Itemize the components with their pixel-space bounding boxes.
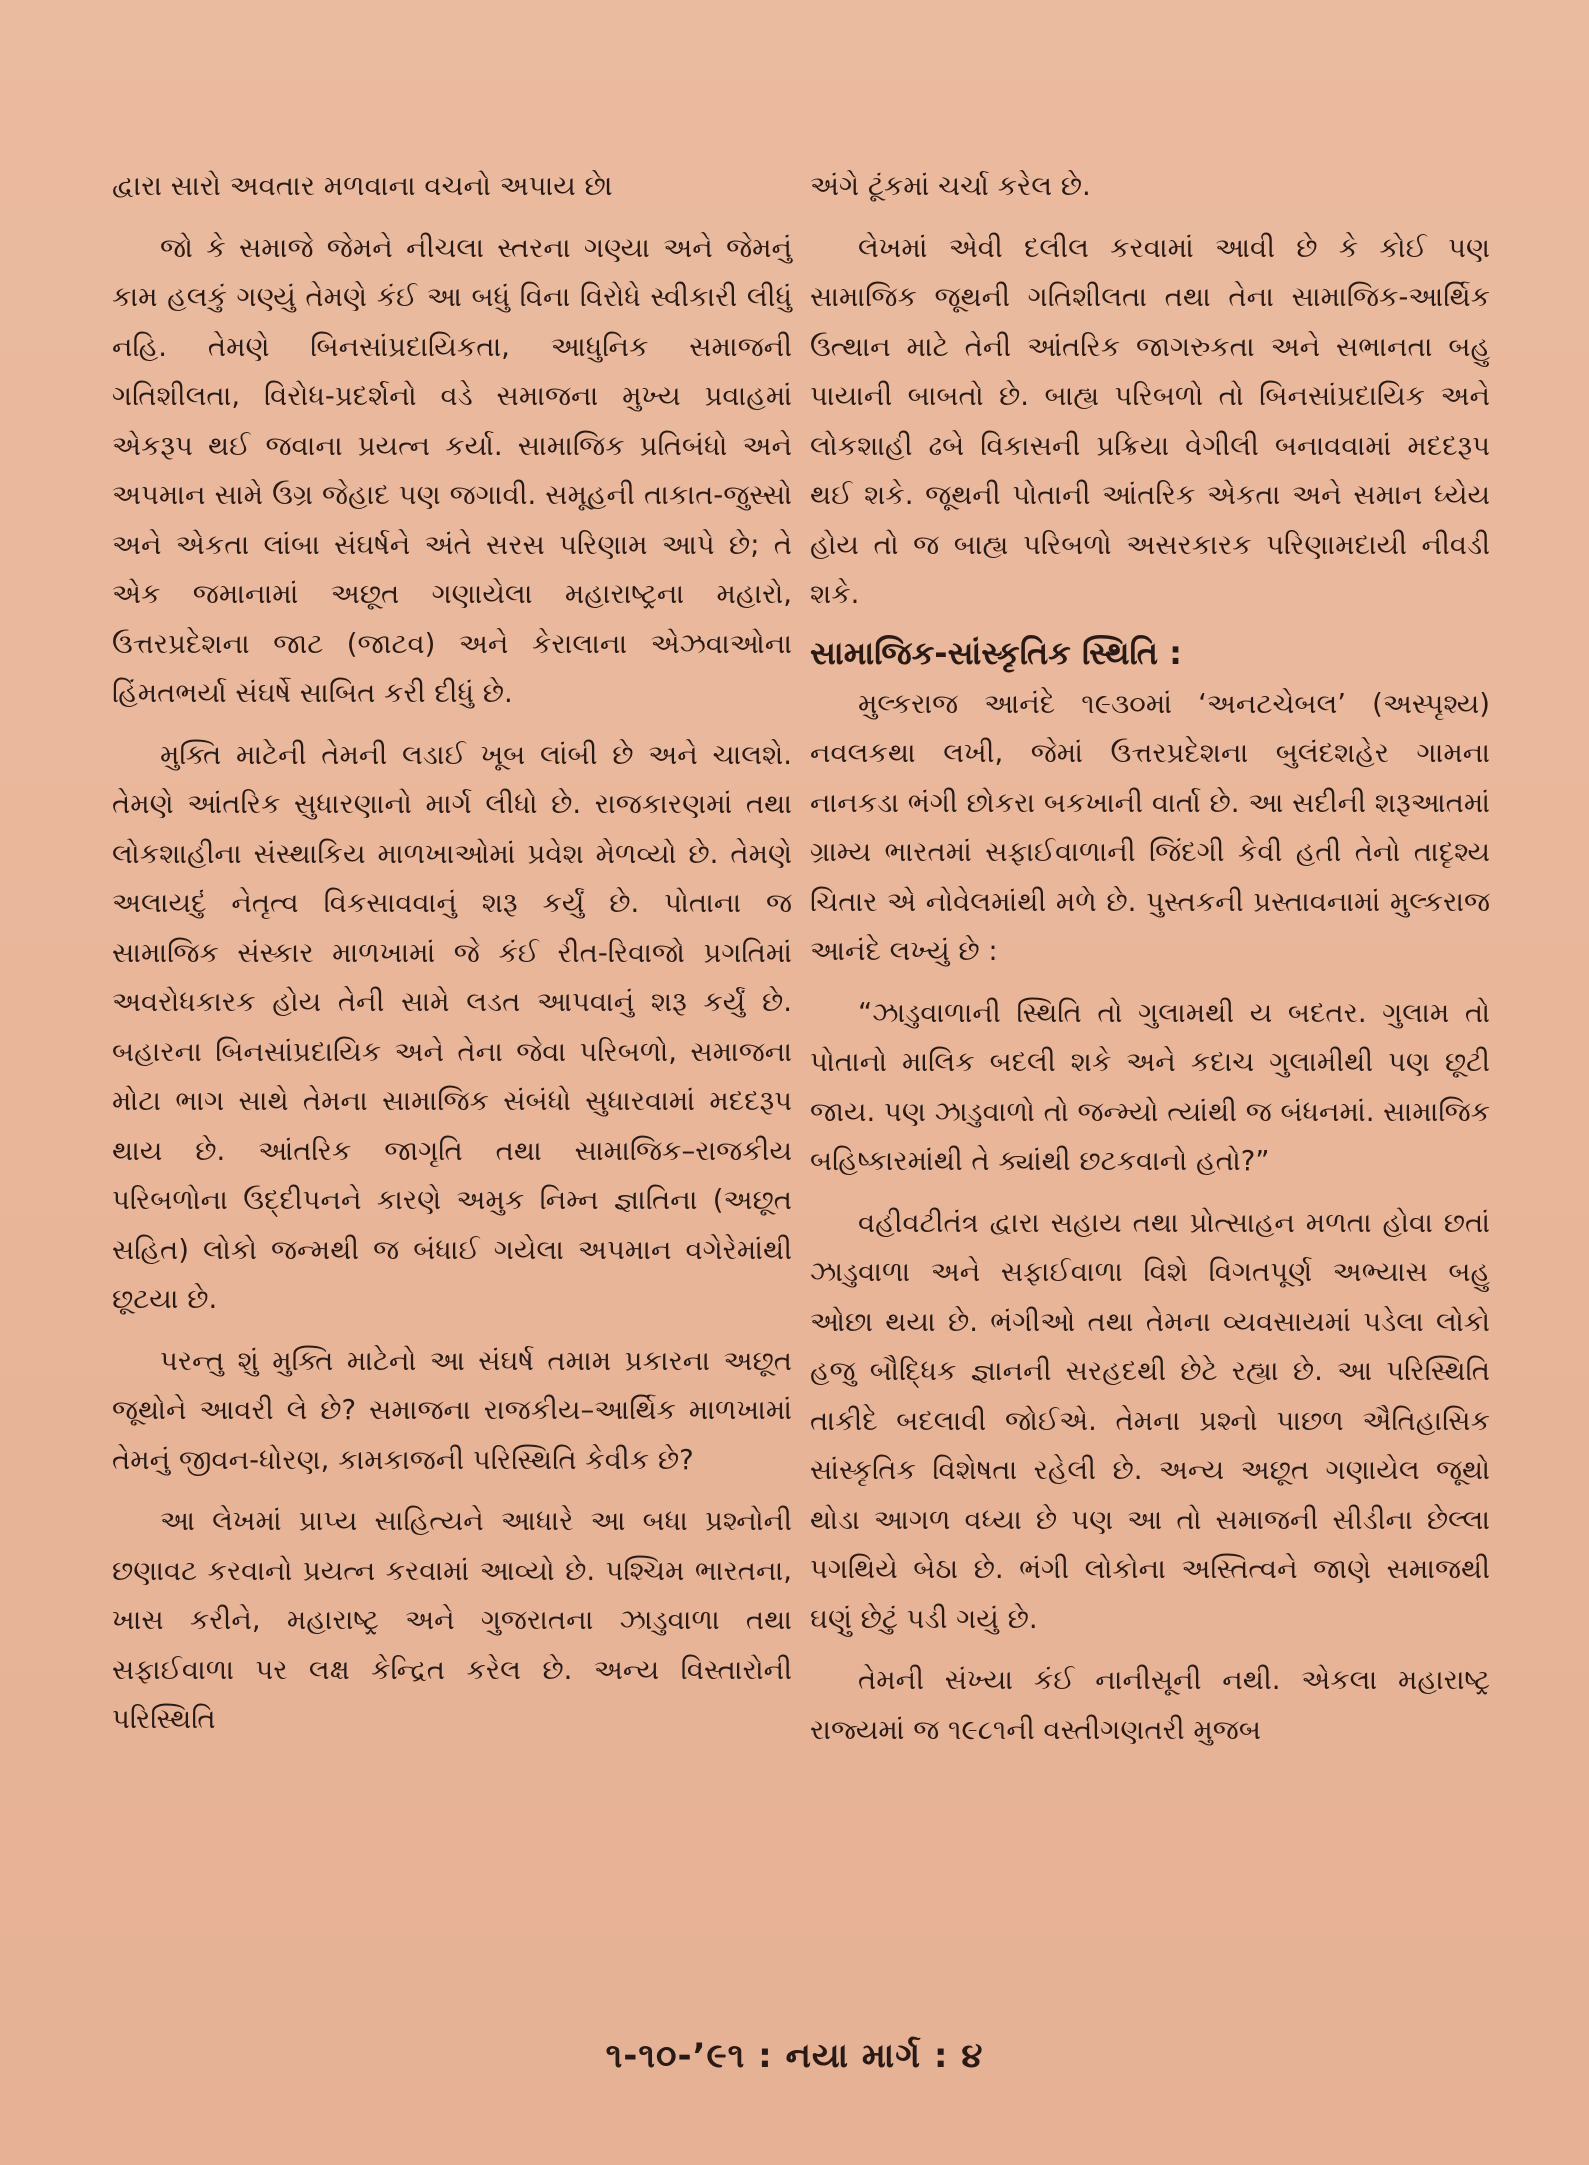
- right-column: [810, 162, 1490, 1755]
- page-footer: ૧-૧૦-’૯૧ : નયા માર્ગ : ૪: [605, 2036, 984, 2076]
- quoted-passage: “ઝાડુવાળાની સ્થિતિ તો ગુલામથી ય બદતર. ગુલામ તો પોતાનો માલિક બદલી શકે અને કદાચ ગુલામીથી પણ છૂટી જાય. પણ ઝાડુવાળો તો જન્મ્યો ત્યાંથી જ બંધનમાં. સામાજિક બહિષ્કારમાંથી તે ક્યાંથી છટકવાનો હતો?”: [810, 996, 1490, 1177]
- left-paragraph-2: જો કે સમાજે જેમને નીચલા સ્તરના ગણ્યા અને જેમનું કામ હલકું ગણ્યું તેમણે કંઈ આ બધું વિના વિરોધે સ્વીકારી લીધું નહિ. તેમણે બિનસાંપ્રદાયિકતા, આધુનિક સમાજની ગતિશીલતા, વિરોધ-પ્રદર્શનો વડે સમાજના મુખ્ય પ્રવાહમાં એકરૂપ થઈ જવાના પ્રયત્ન કર્યા. સામાજિક પ્રતિબંધો અને અપમાન સામે ઉગ્ર જેહાદ પણ જગાવી. સમૂહની તાકાત-જુસ્સો અને એકતા લાંબા સંઘર્ષને અંતે સરસ પરિણામ આપે છે; તે એક જમાનામાં અછૂત ગણાયેલા મહારાષ્ટ્રના મહારો, ઉત્તરપ્રદેશના જાટ (જાટવ) અને કેરાલાના એઝવાઓના હિંમતભર્યા સંઘર્ષે સાબિત કરી દીધું છે.: [112, 231, 792, 709]
- section-heading: સામાજિક-સાંસ્કૃતિક સ્થિતિ :: [810, 633, 1182, 672]
- left-column: [112, 162, 792, 1745]
- left-paragraph-1: દ્વારા સારો અવતાર મળવાના વચનો અપાય છે।: [112, 170, 614, 202]
- left-paragraph-4: પરન્તુ શું મુક્તિ માટેનો આ સંઘર્ષ તમામ પ્રકારના અછૂત જૂથોને આવરી લે છે? સમાજના રાજકીય–આર્થિક માળખામાં તેમનું જીવન-ધોરણ, કામકાજની પરિસ્થિતિ કેવીક છે?: [112, 1344, 792, 1476]
- right-paragraph-4: વહીવટીતંત્ર દ્વારા સહાય તથા પ્રોત્સાહન મળતા હોવા છતાં ઝાડુવાળા અને સફાઈવાળા વિશે વિગતપૂર્ણ અભ્યાસ બહુ ઓછા થયા છે. ભંગીઓ તથા તેમના વ્યવસાયમાં પડેલા લોકો હજુ બૌદ્ધિક જ્ઞાનની સરહદથી છેટે રહ્યા છે. આ પરિસ્થિતિ તાકીદે બદલાવી જોઈએ. તેમના પ્રશ્નો પાછળ ઐતિહાસિક સાંસ્કૃતિક વિશેષતા રહેલી છે. અન્ય અછૂત ગણાયેલ જૂથો થોડા આગળ વધ્યા છે પણ આ તો સમાજની સીડીના છેલ્લા પગથિયે બેઠા છે. ભંગી લોકોના અસ્તિત્વને જાણે સમાજથી ઘણું છેટું પડી ગયું છે.: [810, 1206, 1490, 1635]
- left-paragraph-3: મુક્તિ માટેની તેમની લડાઈ ખૂબ લાંબી છે અને ચાલશે. તેમણે આંતરિક સુધારણાનો માર્ગ લીધો છે. રાજકારણમાં તથા લોકશાહીના સંસ્થાકિય માળખાઓમાં પ્રવેશ મેળવ્યો છે. તેમણે અલાયદું નેતૃત્વ વિકસાવવાનું શરૂ કર્યું છે. પોતાના જ સામાજિક સંસ્કાર માળખામાં જે કંઈ રીત-રિવાજો પ્રગતિમાં અવરોધકારક હોય તેની સામે લડત આપવાનું શરૂ કર્યું છે. બહારના બિનસાંપ્રદાયિક અને તેના જેવા પરિબળો, સમાજના મોટા ભાગ સાથે તેમના સામાજિક સંબંધો સુધારવામાં મદદરૂપ થાય છે. આંતરિક જાગૃતિ તથા સામાજિક–રાજકીય પરિબળોના ઉદ્દીપનને કારણે અમુક નિમ્ન જ્ઞાતિના (અછૂત સહિત) લોકો જન્મથી જ બંધાઈ ગયેલા અપમાન વગેરેમાંથી છૂટયા છે.: [112, 738, 792, 1315]
- right-paragraph-1: અંગે ટૂંકમાં ચર્ચા કરેલ છે.: [810, 170, 1091, 202]
- right-paragraph-3: મુલ્કરાજ આનંદે ૧૯૩૦માં ‘અનટચેબલ’ (અસ્પૃશ્ય) નવલકથા લખી, જેમાં ઉત્તરપ્રદેશના બુલંદશહેર ગામના નાનકડા ભંગી છોકરા બકખાની વાર્તા છે. આ સદીની શરૂઆતમાં ગ્રામ્ય ભારતમાં સફાઈવાળાની જિંદગી કેવી હતી તેનો તાદૃશ્ય ચિતાર એ નોવેલમાંથી મળે છે. પુસ્તકની પ્રસ્તાવનામાં મુલ્કરાજ આનંદે લખ્યું છે :: [810, 687, 1490, 967]
- right-paragraph-2: લેખમાં એવી દલીલ કરવામાં આવી છે કે કોઈ પણ સામાજિક જૂથની ગતિશીલતા તથા તેના સામાજિક-આર્થિક ઉત્થાન માટે તેની આંતરિક જાગરુકતા અને સભાનતા બહુ પાયાની બાબતો છે. બાહ્ય પરિબળો તો બિનસાંપ્રદાયિક અને લોકશાહી ઢબે વિકાસની પ્રક્રિયા વેગીલી બનાવવામાં મદદરૂપ થઈ શકે. જૂથની પોતાની આંતરિક એકતા અને સમાન ધ્યેય હોય તો જ બાહ્ય પરિબળો અસરકારક પરિણામદાયી નીવડી શકે.: [810, 231, 1490, 610]
- left-paragraph-5: આ લેખમાં પ્રાપ્ય સાહિત્યને આધારે આ બધા પ્રશ્નોની છણાવટ કરવાનો પ્રયત્ન કરવામાં આવ્યો છે. પશ્ચિમ ભારતના, ખાસ કરીને, મહારાષ્ટ્ર અને ગુજરાતના ઝાડુવાળા તથા સફાઈવાળા પર લક્ષ કેન્દ્રિત કરેલ છે. અન્ય વિસ્તારોની પરિસ્થિતિ: [112, 1505, 792, 1735]
- right-paragraph-5: તેમની સંખ્યા કંઈ નાનીસૂની નથી. એકલા મહારાષ્ટ્ર રાજ્યમાં જ ૧૯૮૧ની વસ્તીગણતરી મુજબ: [810, 1664, 1490, 1746]
